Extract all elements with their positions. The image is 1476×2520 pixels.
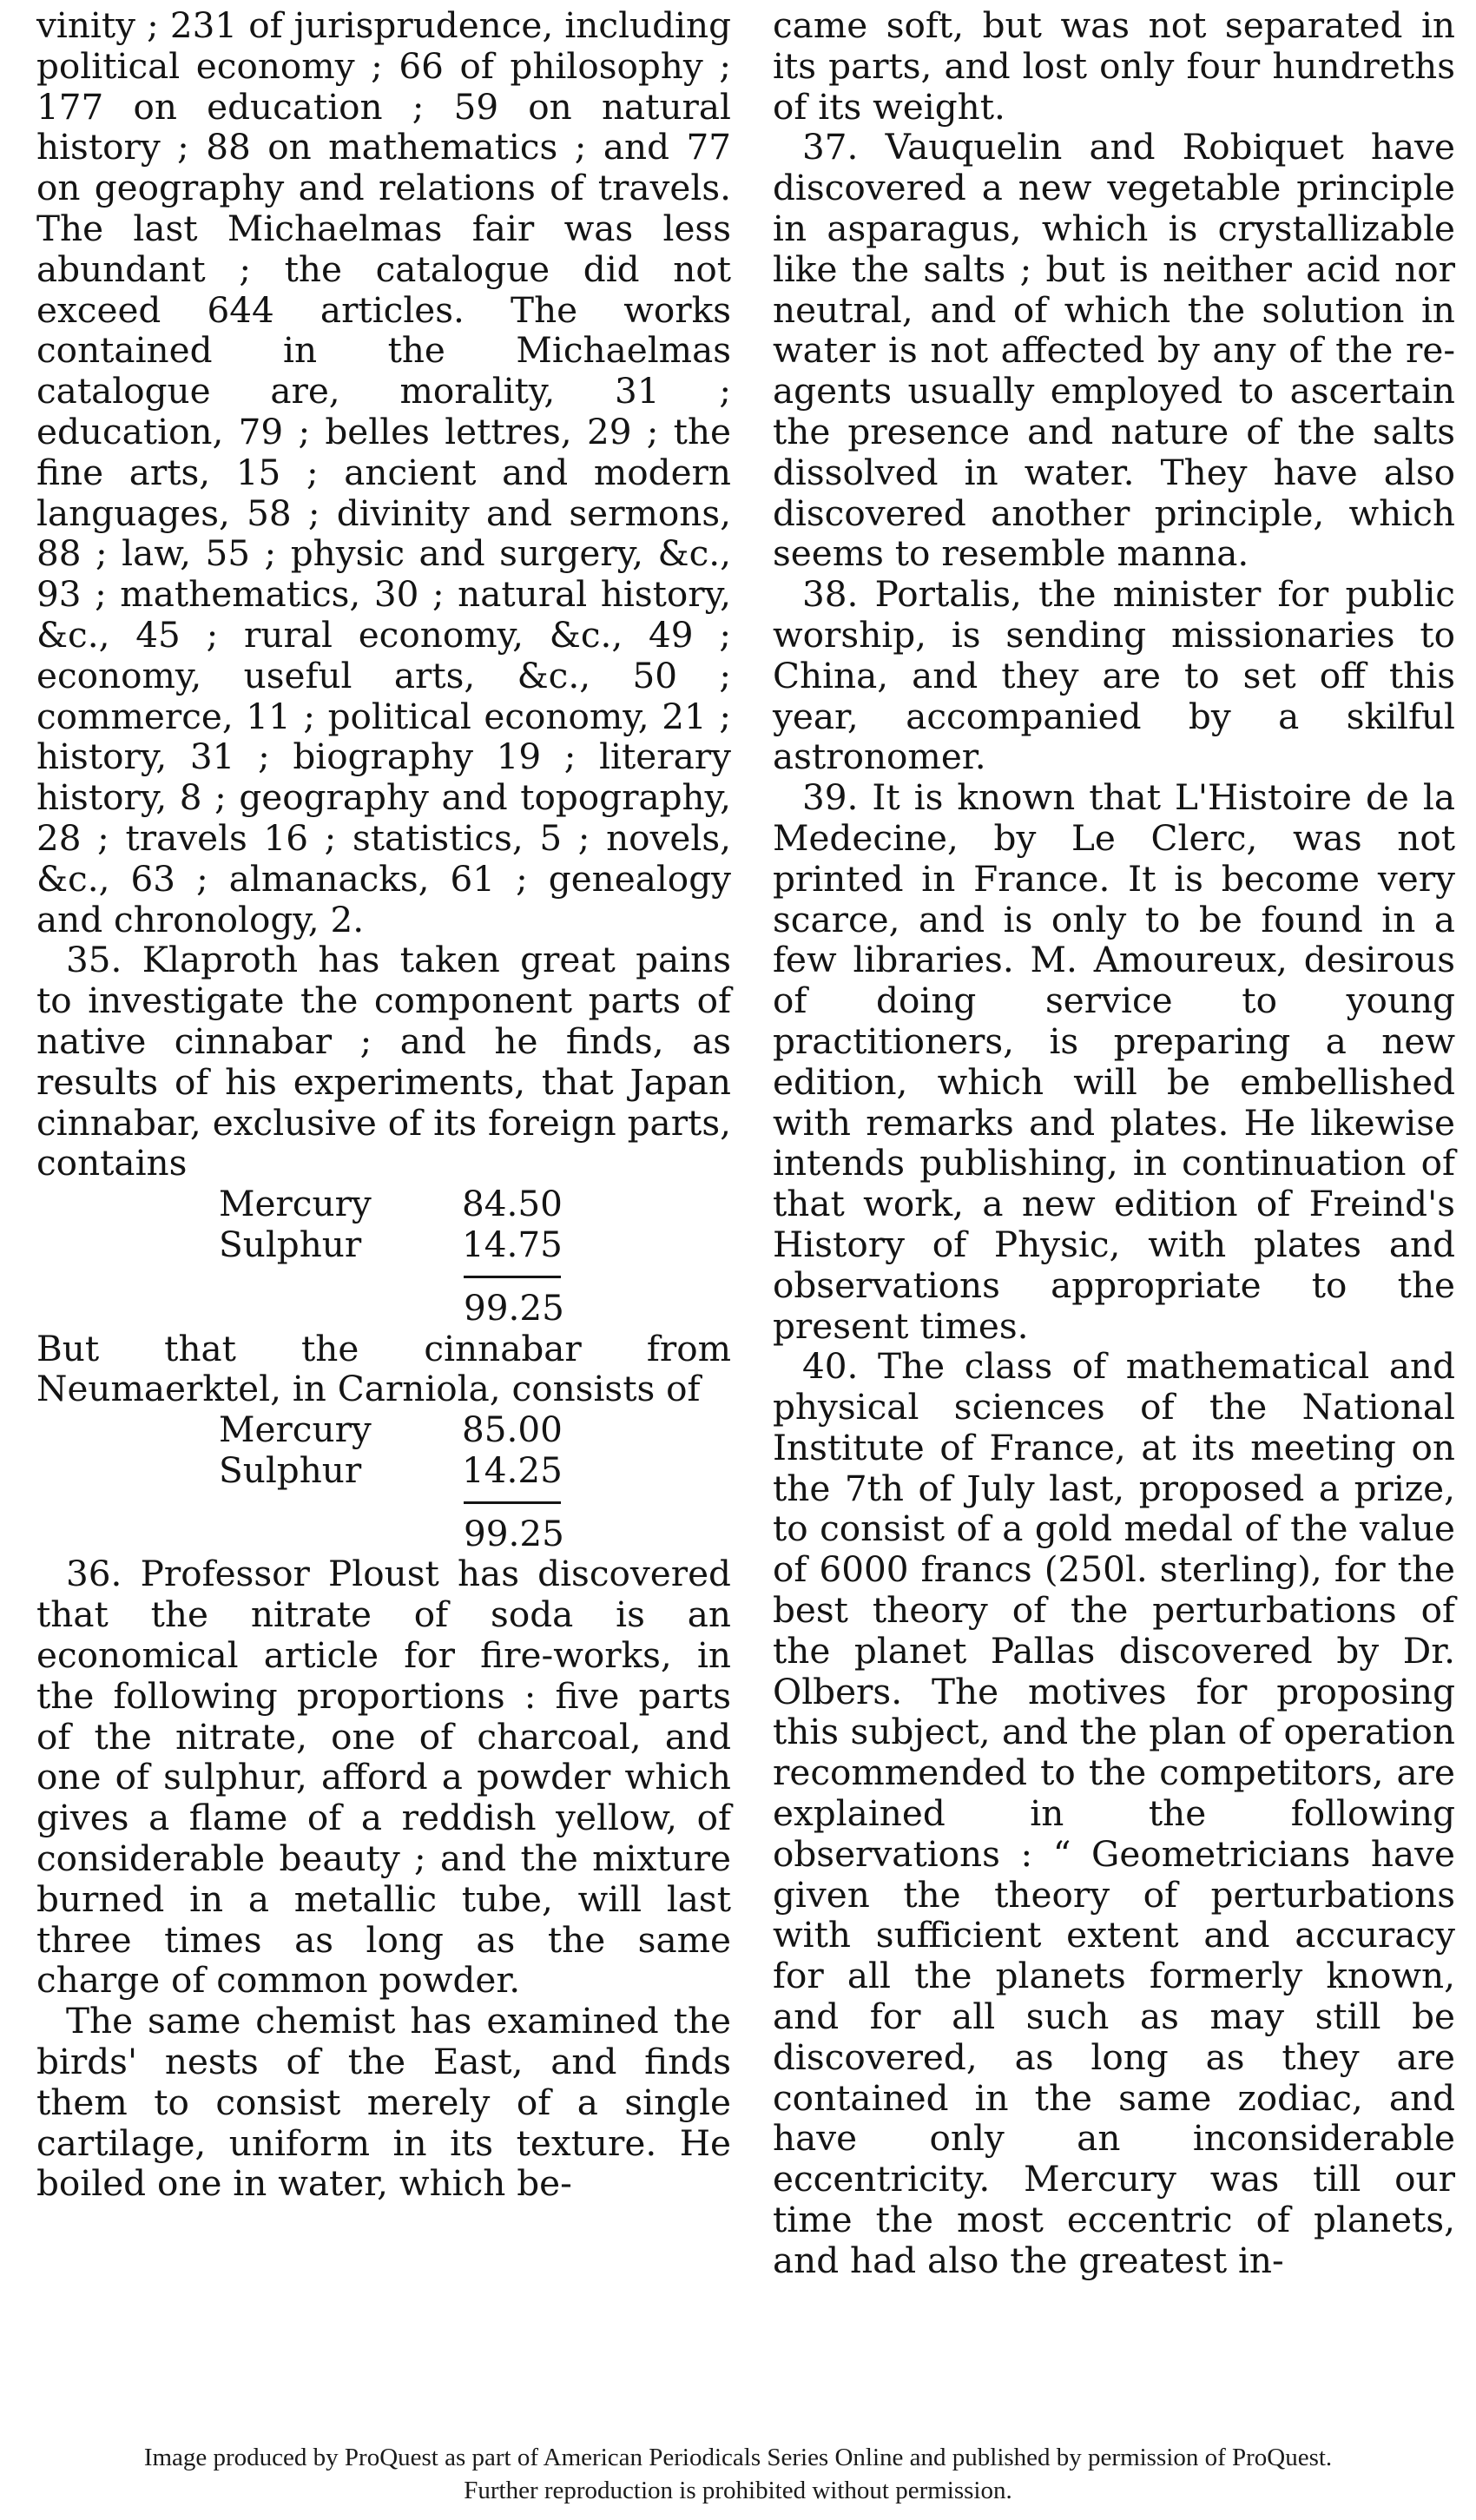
element-value: 14.25	[462, 1448, 563, 1491]
paragraph-37: 37. Vauquelin and Robiquet have discovered a new vegetable principle in asparagus, which is crystallizable like the salts ; but is neither acid nor neutral, and of which the solution in water is not affected by any of the re-agents usually employed to ascertain the presence and nature of the salts dissolved in water. They have also discovered another principle, which seems to resemble manna.	[773, 126, 1455, 575]
paragraph-35: 35. Klaproth has taken great pains to investigate the component parts of native cinnabar ; and he finds, as results of his experiments, that Japan cinnabar, exclusive of its foreign parts, contains	[36, 939, 731, 1184]
paragraph-38: 38. Portalis, the minister for public worship, is sending missionaries to China, and they are to set off this year, accompanied by a skilful astronomer.	[773, 573, 1455, 778]
copyright-notice: Image produced by ProQuest as part of American Periodicals Series Online and published by permission of ProQuest.	[143, 2444, 1333, 2471]
paragraph-40: 40. The class of mathematical and physical sciences of the National Institute of France, at its meeting on the 7th of July last, proposed a prize, to consist of a gold medal of the value of 6000 francs (250l. sterling), for the best theory of the perturbations of the planet Pallas discovered by Dr. Olbers. The motives for proposing this subject, and the plan of operation recommended to the competitors, are explained in the following observations : “ Geometricians have given the theory of perturbations with sufficient extent and accuracy for all the planets formerly known, and for all such as may still be discovered, as long as they are contained in the same zodiac, and have only an inconsiderable eccentricity. Mercury was till our time the most eccentric of planets, and had also the greatest in-	[773, 1345, 1455, 2281]
cinnabar-table-carniola	[219, 1409, 636, 1554]
table-row	[219, 1224, 636, 1265]
cinnabar-table-japan	[219, 1184, 636, 1328]
element-value: 14.75	[462, 1223, 563, 1265]
left-column	[36, 5, 731, 2204]
element-value: 84.50	[462, 1183, 563, 1225]
paragraph-35-continued: But that the cinnabar from Neumaerktel, in Carniola, consists of	[36, 1327, 731, 1410]
element-name: Mercury	[219, 1183, 372, 1225]
paragraph-39: 39. It is known that L'Histoire de la Medecine, by Le Clerc, was not printed in France. It is become very scarce, and is only to be found in a few libraries. M. Amoureux, desirous of doing service to young practitioners, is preparing a new edition, which will be embellished with remarks and plates. He likewise intends publishing, in continuation of that work, a new edition of Freind's History of Physic, with plates and observations appropriate to the present times.	[773, 776, 1455, 1347]
table-row	[219, 1184, 636, 1224]
table-row	[219, 1409, 636, 1450]
element-name: Sulphur	[219, 1448, 362, 1491]
sum-rule	[464, 1491, 561, 1514]
reproduction-notice: Further reproduction is prohibited without permission.	[464, 2477, 1012, 2504]
paragraph-36: 36. Professor Ploust has discovered that the nitrate of soda is an economical article for fire-works, in the following proportions : five parts of the nitrate, one of charcoal, and one of sulphur, afford a powder which gives a flame of a reddish yellow, of considerable beauty ; and the mixture burned in a metallic tube, will last three times as long as the same charge of common powder.	[36, 1553, 731, 2002]
paragraph-continued: vinity ; 231 of jurisprudence, including political economy ; 66 of philosophy ; 177 on education ; 59 on natural history ; 88 on mathematics ; and 77 on geography and relations of travels. The last Michaelmas fair was less abundant ; the catalogue did not exceed 644 articles. The works contained in the Michaelmas catalogue are, morality, 31 ; education, 79 ; belles lettres, 29 ; the fine arts, 15 ; ancient and modern languages, 58 ; divinity and sermons, 88 ; law, 55 ; physic and surgery, &c., 93 ; mathematics, 30 ; natural history, &c., 45 ; rural economy, &c., 49 ; economy, useful arts, &c., 50 ; commerce, 11 ; political economy, 21 ; history, 31 ; biography 19 ; literary history, 8 ; geography and topography, 28 ; travels 16 ; statistics, 5 ; novels, &c., 63 ; almanacks, 61 ; genealogy and chronology, 2.	[36, 4, 731, 940]
element-name: Mercury	[219, 1408, 372, 1451]
element-name: Sulphur	[219, 1223, 362, 1265]
right-column	[773, 5, 1455, 2281]
table-total: 99.25	[464, 1286, 564, 1329]
table-total: 99.25	[464, 1512, 564, 1554]
element-value: 85.00	[462, 1408, 563, 1451]
table-row	[219, 1450, 636, 1491]
paragraph-continued: came soft, but was not separated in its parts, and lost only four hundreths of its weight.	[773, 4, 1455, 128]
sum-rule	[464, 1265, 561, 1288]
paragraph-36-continued: The same chemist has examined the birds' nests of the East, and finds them to consist merely of a single cartilage, uniform in its texture. He boiled one in water, which be-	[36, 2000, 731, 2205]
